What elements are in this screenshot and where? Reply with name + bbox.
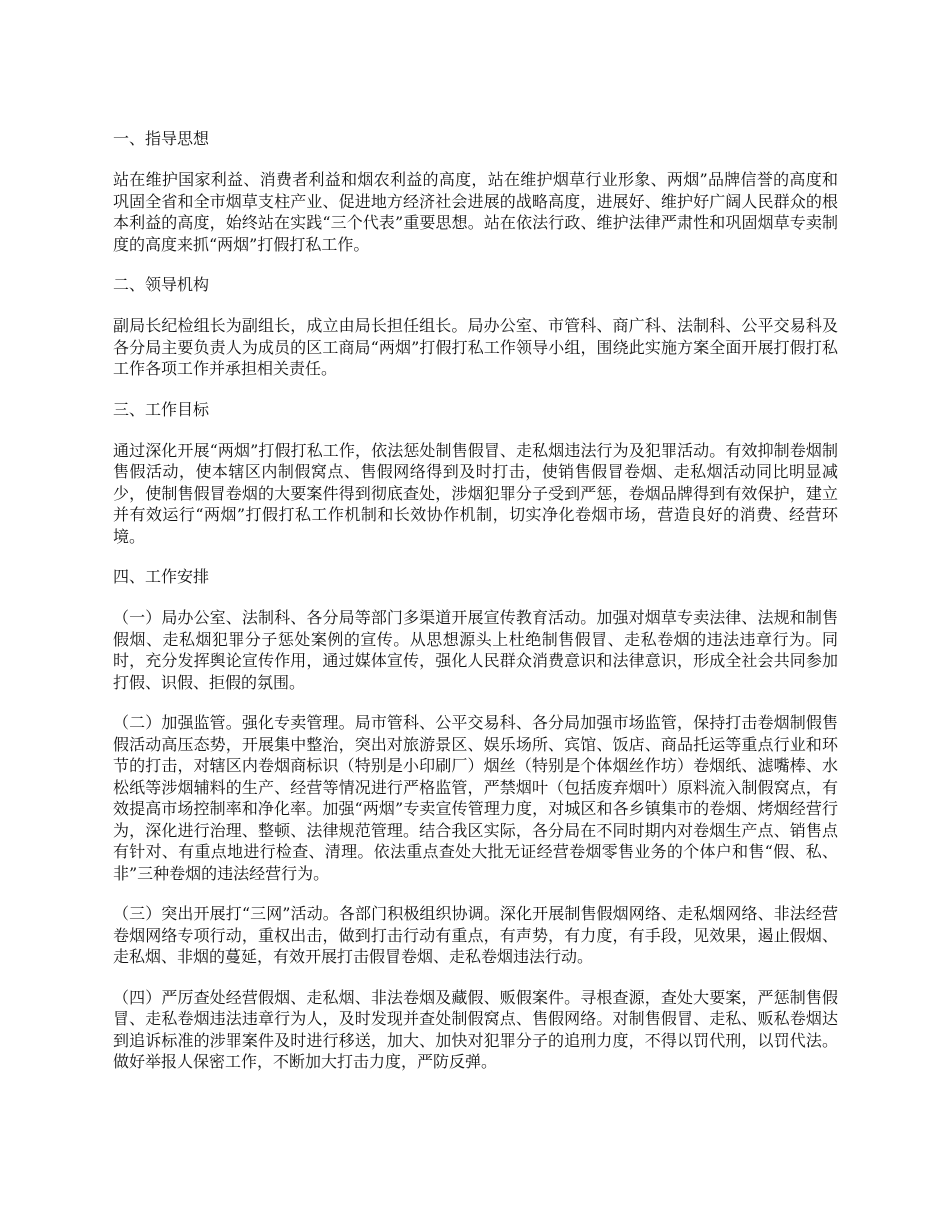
section-paragraph: （四）严厉查处经营假烟、走私烟、非法卷烟及藏假、贩假案件。寻根查源，查处大要案，严惩制售假冒、走私卷烟违法违章行为人，及时发现并查处制假窝点、售假网络。对制售假冒、走私、贩私卷烟达到追诉标准的涉罪案件及时进行移送，加大、加快对犯罪分子的追刑力度，不得以罚代刑，以罚代法。做好举报人保密工作，不断加大打击力度，严防反弹。 bbox=[113, 987, 838, 1071]
section-paragraph: 通过深化开展“两烟”打假打私工作，依法惩处制售假冒、走私烟违法行为及犯罪活动。有效抑制卷烟制售假活动，使本辖区内制假窝点、售假网络得到及时打击，使销售假冒卷烟、走私烟活动同比明显减少，使制售假冒卷烟的大要案件得到彻底查处，涉烟犯罪分子受到严惩，卷烟品牌得到有效保护，建立并有效运行“两烟”打假打私工作机制和长效协作机制，切实净化卷烟市场，营造良好的消费、经营环境。 bbox=[113, 440, 838, 546]
section-arrangements bbox=[113, 566, 838, 1073]
section-heading: 四、工作安排 bbox=[113, 567, 210, 586]
section-paragraph: （一）局办公室、法制科、各分局等部门多渠道开展宣传教育活动。加强对烟草专卖法律、法规和制售假烟、走私烟犯罪分子惩处案例的宣传。从思想源头上杜绝制售假冒、走私卷烟的违法违章行为。同时，充分发挥舆论宣传作用，通过媒体宣传，强化人民群众消费意识和法律意识，形成全社会共同参加打假、识假、拒假的氛围。 bbox=[113, 608, 838, 692]
section-paragraph: 站在维护国家利益、消费者利益和烟农利益的高度，站在维护烟草行业形象、两烟”品牌信誉的高度和巩固全省和全市烟草支柱产业、促进地方经济社会进展的战略高度，进展好、维护好广阔人民群众的根本利益的高度，始终站在实践“三个代表”重要思想。站在依法行政、维护法律严肃性和巩固烟草专卖制度的高度来抓“两烟”打假打私工作。 bbox=[113, 170, 838, 254]
section-leadership bbox=[113, 274, 838, 380]
section-guiding-ideology bbox=[113, 128, 838, 255]
section-paragraph: （二）加强监管。强化专卖管理。局市管科、公平交易科、各分局加强市场监管，保持打击卷烟制假售假活动高压态势，开展集中整治，突出对旅游景区、娱乐场所、宾馆、饭店、商品托运等重点行业和环节的打击，对辖区内卷烟商标识（特别是小印刷厂）烟丝（特别是个体烟丝作坊）卷烟纸、滤嘴棒、水松纸等涉烟辅料的生产、经营等情况进行严格监管，严禁烟叶（包括废弃烟叶）原料流入制假窝点，有效提高市场控制率和净化率。加强“两烟”专卖宣传管理力度，对城区和各乡镇集市的卷烟、烤烟经营行为，深化进行治理、整顿、法律规范管理。结合我区实际，各分局在不同时期内对卷烟生产点、销售点有针对、有重点地进行检查、清理。依法重点查处大批无证经营卷烟零售业务的个体户和售“假、私、非”三种卷烟的违法经营行为。 bbox=[113, 713, 838, 883]
document-body bbox=[113, 128, 838, 1092]
section-paragraph: （三）突出开展打“三网”活动。各部门积极组织协调。深化开展制售假烟网络、走私烟网络、非法经营卷烟网络专项行动，重权出击，做到打击行动有重点，有声势，有力度，有手段，见效果，遏止假烟、走私烟、非烟的蔓延，有效开展打击假冒卷烟、走私卷烟违法行动。 bbox=[113, 904, 838, 966]
section-paragraph: 副局长纪检组长为副组长，成立由局长担任组长。局办公室、市管科、商广科、法制科、公平交易科及各分局主要负责人为成员的区工商局“两烟”打假打私工作领导小组，围绕此实施方案全面开展打假打私工作各项工作并承担相关责任。 bbox=[113, 316, 838, 378]
section-heading: 三、工作目标 bbox=[113, 399, 210, 419]
section-heading: 二、领导机构 bbox=[113, 275, 210, 294]
section-goals bbox=[113, 399, 838, 548]
section-heading: 一、指导思想 bbox=[113, 129, 210, 148]
